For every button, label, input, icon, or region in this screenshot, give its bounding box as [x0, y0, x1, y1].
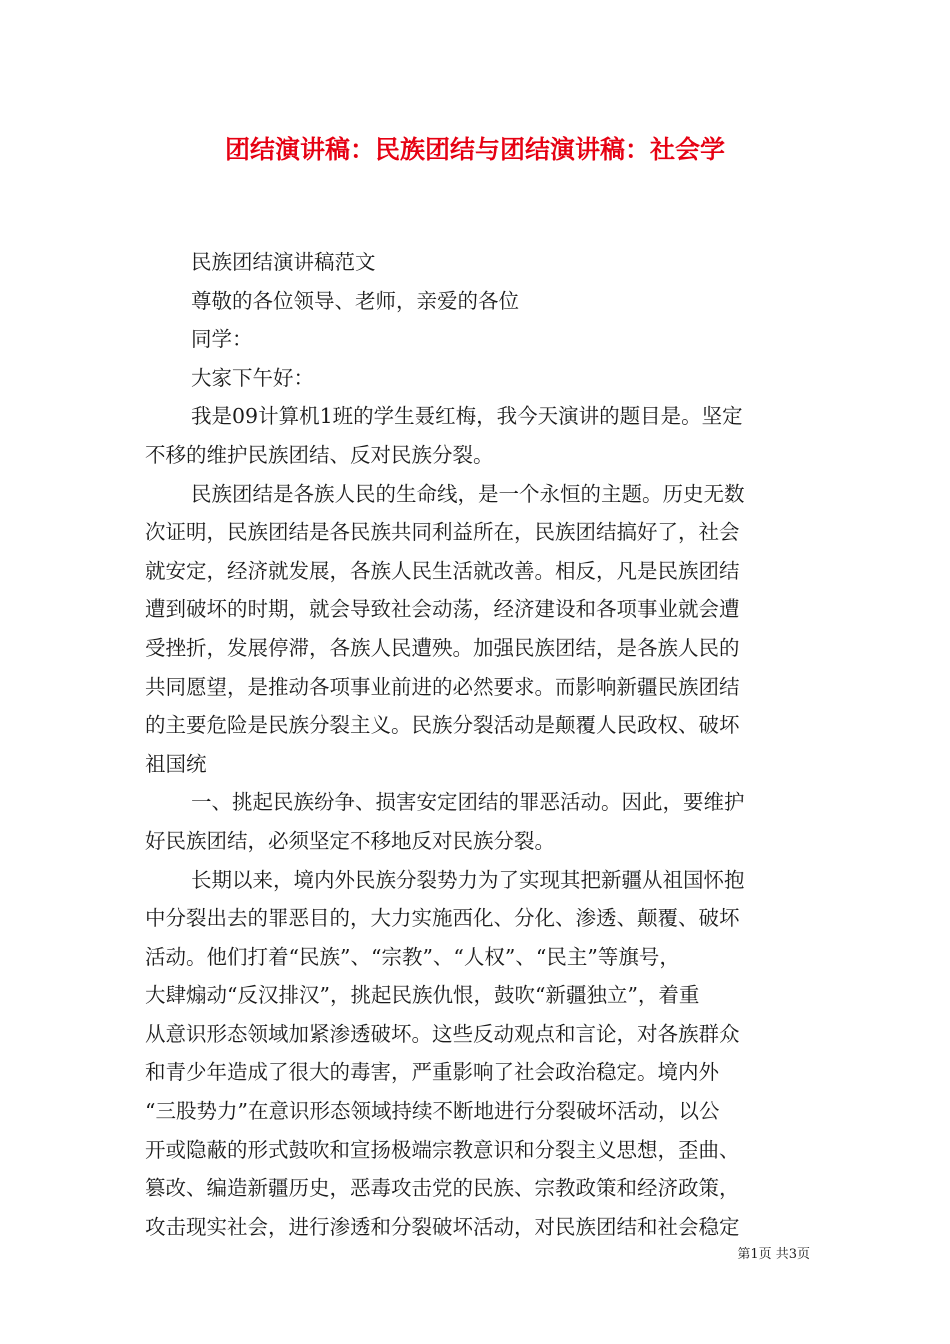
document-body [145, 243, 807, 1246]
text-line: 不移的维护民族团结、反对民族分裂。 [145, 442, 494, 467]
text-line: 攻击现实社会，进行渗透和分裂破坏活动，对民族团结和社会稳定 [145, 1214, 740, 1239]
text-line: 大肆煽动“反汉排汉”，挑起民族仇恨，鼓吹“新疆独立”，着重 [145, 983, 700, 1008]
text-line: 就安定，经济就发展，各族人民生活就改善。相反，凡是民族团结 [145, 558, 740, 583]
text-line: 的主要危险是民族分裂主义。民族分裂活动是颠覆人民政权、破坏 [145, 713, 740, 738]
text-line: 一、挑起民族纷争、损害安定团结的罪恶活动。因此，要维护 [191, 790, 745, 815]
text-line: 尊敬的各位领导、老师，亲爱的各位 [191, 288, 519, 313]
text-line: 从意识形态领域加紧渗透破坏。这些反动观点和言论，对各族群众 [145, 1021, 740, 1046]
text-line: 民族团结是各族人民的生命线，是一个永恒的主题。历史无数 [191, 481, 745, 506]
text-line: 次证明，民族团结是各民族共同利益所在，民族团结搞好了，社会 [145, 520, 740, 545]
text-line: “三股势力”在意识形态领域持续不断地进行分裂破坏活动，以公 [145, 1099, 720, 1124]
text-line: 受挫折，发展停滞，各族人民遭殃。加强民族团结，是各族人民的 [145, 635, 740, 660]
text-line: 民族团结演讲稿范文 [191, 250, 376, 274]
text-line: 共同愿望，是推动各项事业前进的必然要求。而影响新疆民族团结 [145, 674, 740, 699]
page-title: 团结演讲稿：民族团结与团结演讲稿：社会学 [224, 135, 725, 164]
text-line: 同学： [191, 327, 253, 352]
text-line: 开或隐蔽的形式鼓吹和宣扬极端宗教意识和分裂主义思想，歪曲、 [145, 1137, 740, 1162]
text-line: 长期以来，境内外民族分裂势力为了实现其把新疆从祖国怀抱 [191, 867, 745, 892]
text-line: 活动。他们打着“民族”、“宗教”、“人权”、“民主”等旗号， [145, 944, 680, 969]
text-line: 中分裂出去的罪恶目的，大力实施西化、分化、渗透、颠覆、破坏 [145, 906, 740, 931]
text-line: 好民族团结，必须坚定不移地反对民族分裂。 [145, 828, 555, 853]
text-line: 遭到破坏的时期，就会导致社会动荡，经济建设和各项事业就会遭 [145, 597, 740, 622]
text-line: 和青少年造成了很大的毒害，严重影响了社会政治稳定。境内外 [145, 1060, 719, 1085]
text-line: 大家下午好： [191, 365, 314, 390]
text-line: 篡改、编造新疆历史，恶毒攻击党的民族、宗教政策和经济政策， [145, 1176, 740, 1201]
text-line: 祖国统 [145, 751, 207, 776]
text-line: 我是09计算机1班的学生聂红梅，我今天演讲的题目是。坚定 [191, 404, 743, 429]
page-number-footer: 第1页 共3页 [737, 1247, 810, 1262]
